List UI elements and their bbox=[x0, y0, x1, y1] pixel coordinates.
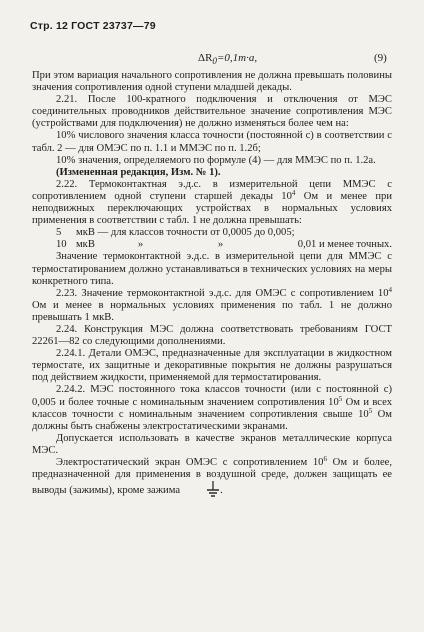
ditto-mark: » bbox=[137, 239, 144, 251]
superscript: 5 bbox=[338, 394, 343, 403]
paragraph-10-percent-class: 10% числового значения класса точности (постоянной с) в соответствии с табл. 2 — для ОМЭС по п. 1.1 и ММЭС по п. 1.2б; bbox=[32, 130, 392, 154]
text-fragment: Ом и более, предназначенной для применения в воздушной среде, должен защищать ее выводы (зажимы), кроме зажима bbox=[32, 457, 392, 497]
paragraph-variation: При этом вариация начального сопротивления не должна превышать половины значения сопротивления одной ступени младшей декады. bbox=[32, 70, 392, 94]
limit-value: 5 bbox=[56, 227, 62, 239]
paragraph-screen bbox=[32, 457, 392, 501]
text-fragment: Ом должны быть снабжены электростатическими экранами. bbox=[32, 408, 392, 432]
superscript: 4 bbox=[291, 188, 296, 197]
text-fragment: Ом и всех классов точности с номинальным значением сопротивления свыше 10 bbox=[32, 396, 392, 420]
paragraph-thermostat: Значение термоконтактной э.д.с. в измерительной цепи для ММЭС с термостатированием должно устанавливаться в технических условиях на меры конкретного типа. bbox=[32, 251, 392, 287]
paragraph-2-24-1: 2.24.1. Детали ОМЭС, предназначенные для эксплуатации в жидкостном термостате, их защитные и декоративные покрытия не должны разрушаться под действием жидкости, применяемой для термостатирования. bbox=[32, 348, 392, 384]
formula-9 bbox=[198, 52, 257, 67]
formula-lhs: ΔR bbox=[198, 52, 213, 64]
paragraph-2-24-2 bbox=[32, 384, 392, 432]
limit-unit: мкВ bbox=[76, 227, 95, 239]
text-fragment: 2.22. Термоконтактная э.д.с. в измерительной цепи ММЭС с сопротивлением одной ступени старшей декады 10 bbox=[32, 178, 392, 202]
limit-text: — для классов точности от 0,0005 до 0,005; bbox=[97, 227, 295, 239]
text-fragment: Электростатический экран ОМЭС с сопротивлением 10 bbox=[56, 457, 324, 468]
ground-terminal-icon bbox=[182, 481, 220, 501]
formula-sub: 0 bbox=[212, 56, 217, 67]
text-fragment: Ом и менее в нормальных условиях применения по табл. 1 не должно превышать 1 мкВ. bbox=[32, 299, 392, 323]
limit-row-2 bbox=[32, 239, 392, 251]
paragraph-2-21: 2.21. После 100-кратного подключения и отключения от МЭС соединительных проводников действительное значение сопротивления МЭС (устройствами для подключения) не должно изменяться более чем на: bbox=[32, 94, 392, 130]
text-fragment: Ом и менее при неподвижных переключающих устройствах в нормальных условиях применения в соответствии с табл. 1 не должна превышать: bbox=[32, 190, 392, 227]
superscript: 6 bbox=[323, 455, 327, 463]
superscript: 4 bbox=[388, 285, 392, 294]
superscript: 5 bbox=[368, 406, 373, 415]
limit-text: 0,01 и менее точных. bbox=[297, 239, 393, 251]
equation-number: (9) bbox=[374, 52, 387, 64]
limit-unit: мкВ bbox=[75, 239, 95, 251]
ditto-mark: » bbox=[217, 239, 224, 251]
page-header: Стр. 12 ГОСТ 23737—79 bbox=[30, 20, 156, 32]
paragraph-2-24: 2.24. Конструкция МЭС должна соответствовать требованиям ГОСТ 22261—82 со следующими дополнениями. bbox=[32, 323, 392, 348]
document-body bbox=[32, 70, 392, 501]
text-fragment: . bbox=[220, 485, 223, 497]
limit-value: 10 bbox=[55, 239, 67, 251]
revision-note: (Измененная редакция, Изм. № 1). bbox=[56, 166, 221, 178]
text-fragment: 2.24.2. МЭС постоянного тока классов точности (или с постоянной с) 0,005 и более точные с номинальным значением сопротивления 10 bbox=[32, 384, 392, 408]
paragraph-allowed-screens: Допускается использовать в качестве экранов металлические корпуса МЭС. bbox=[32, 432, 392, 456]
text-fragment: 2.23. Значение термоконтактной э.д.с. для ОМЭС с сопротивлением 10 bbox=[56, 287, 389, 299]
paragraph-10-percent-formula: 10% значения, определяемого по формуле (4) — для ММЭС по п. 1.2а. bbox=[56, 154, 376, 166]
paragraph-2-22 bbox=[32, 179, 392, 227]
formula-rhs: =0,1m·a, bbox=[217, 52, 258, 64]
limit-row-1 bbox=[32, 227, 392, 239]
paragraph-2-23 bbox=[32, 285, 392, 324]
